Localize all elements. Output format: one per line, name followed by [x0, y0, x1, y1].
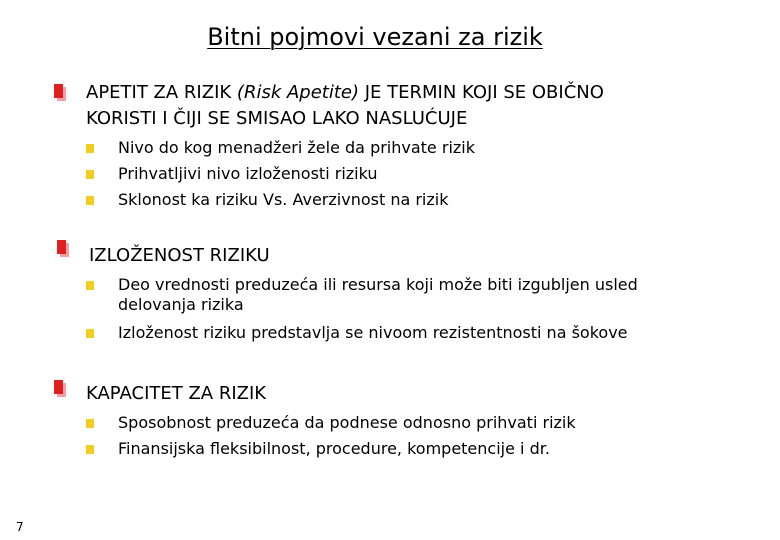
list-item-text: Sposobnost preduzeća da podnese odnosno prihvati rizik	[118, 413, 576, 432]
list-item-text: Sklonost ka riziku Vs. Averzivnost na rizik	[118, 190, 449, 209]
bullet-icon	[86, 329, 94, 338]
list-item-text-continued: delovanja rizika	[118, 295, 244, 314]
section-heading: IZLOŽENOST RIZIKU	[89, 245, 270, 266]
bullet-icon	[86, 445, 94, 454]
bullet-icon	[86, 144, 94, 153]
section-heading: KAPACITET ZA RIZIK	[86, 383, 267, 404]
section-bullet-icon	[57, 240, 66, 254]
list-item-text: Izloženost riziku predstavlja se nivoom rezistentnosti na šokove	[118, 323, 628, 342]
bullet-icon	[86, 419, 94, 428]
section-bullet-icon	[54, 84, 63, 98]
list-item-text: Finansijska fleksibilnost, procedure, kompetencije i dr.	[118, 439, 550, 458]
page-number: 7	[16, 520, 24, 534]
bullet-icon	[86, 196, 94, 205]
list-item-text: Prihvatljivi nivo izloženosti riziku	[118, 164, 378, 183]
section-heading-line2: KORISTI I ČIJI SE SMISAO LAKO NASLUĆUJE	[86, 108, 468, 129]
section-heading	[86, 81, 604, 105]
slide-title: Bitni pojmovi vezani za rizik	[207, 23, 543, 51]
section-heading-text: APETIT ZA RIZIK	[86, 82, 237, 103]
section-bullet-icon	[54, 380, 63, 394]
list-item-text: Nivo do kog menadžeri žele da prihvate rizik	[118, 138, 475, 157]
list-item-text: Deo vrednosti preduzeća ili resursa koji može biti izgubljen usled	[118, 275, 638, 294]
section-heading-text: JE TERMIN KOJI SE OBIČNO	[359, 82, 604, 103]
bullet-icon	[86, 281, 94, 290]
section-heading-emphasis: (Risk Apetite)	[236, 82, 360, 103]
bullet-icon	[86, 170, 94, 179]
